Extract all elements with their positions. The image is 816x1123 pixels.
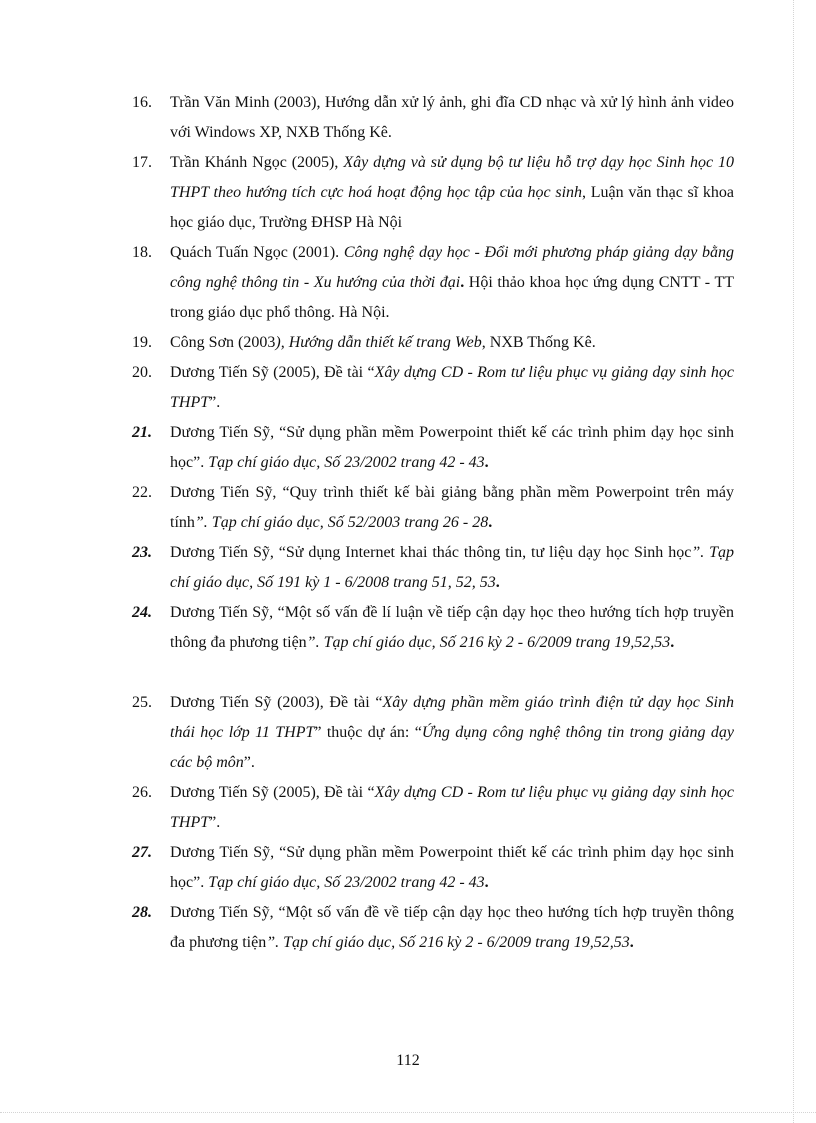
reference-number: 20. [132,364,152,381]
reference-text-segment: . [460,274,465,291]
reference-text-segment: . [629,934,634,951]
reference-text [170,688,734,778]
reference-text [170,148,734,238]
reference-text [170,418,734,478]
reference-text-segment: , Luận văn thạc sĩ khoa học giáo dục, Trường ĐHSP Hà Nội [170,184,735,231]
reference-text-segment: Trần Khánh Ngọc (2005), [170,154,344,171]
reference-text [170,778,734,838]
reference-text-segment: Công nghệ dạy học - Đổi mới phương pháp giảng dạy bằng công nghệ thông tin - Xu hướng của thời đại [170,244,735,291]
reference-text-segment: Dương Tiến Sỹ (2005), Đề tài “ [170,784,375,801]
reference-number: 16. [132,94,152,111]
reference-text-segment: Dương Tiến Sỹ, “Một số vấn đề về tiếp cận dạy học theo hướng tích hợp truyền thông đa phương tiện [170,904,734,951]
reference-text [170,478,734,538]
page-border-bottom [0,1112,816,1113]
reference-number: 27. [132,844,152,861]
reference-number: 19. [132,334,152,351]
reference-text-segment: , NXB Thống Kê. [481,334,596,351]
reference-text [170,88,734,148]
reference-text-segment: Ứng dụng công nghệ thông tin trong giảng dạy các bộ môn [170,724,734,771]
reference-text-segment: ), Hướng dẫn thiết kế trang Web [275,334,482,351]
reference-text-segment: ”. Tạp chí giáo dục, Số 191 kỳ 1 - 6/2008 trang 51, 52, 53 [170,544,735,591]
reference-text-segment: Xây dựng phần mềm giáo trình điện tử dạy học Sinh thái học lớp 11 THPT [170,694,734,741]
reference-text-segment: Quách Tuấn Ngọc (2001). [170,244,344,261]
reference-text-segment: Trần Văn Minh (2003), Hướng dẫn xử lý ảnh, ghi đĩa CD nhạc và xử lý hình ảnh video với Windows XP, NXB Thống Kê. [170,94,734,141]
reference-text-segment: Dương Tiến Sỹ (2003), Đề tài “ [170,694,383,711]
reference-text-segment: Xây dựng CD - Rom tư liệu phục vụ giảng dạy sinh học THPT [170,784,735,831]
reference-text-segment: . [484,874,489,891]
reference-text [170,538,734,598]
reference-number: 28. [132,904,152,921]
reference-text-segment: ”. [209,814,221,831]
reference-text-segment: Dương Tiến Sỹ, “Sử dụng phần mềm Powerpoint thiết kế các trình phim dạy học sinh học”. [170,424,734,471]
reference-number: 21. [132,424,152,441]
page-border-right [793,0,794,1123]
reference-text-segment: Tạp chí giáo dục, Số 23/2002 trang 42 - 43 [208,454,485,471]
reference-text-segment: . [670,634,675,651]
reference-number: 23. [132,544,152,561]
reference-text-segment: . [495,574,500,591]
reference-text [170,328,734,358]
reference-text-segment: Dương Tiến Sỹ, “Quy trình thiết kế bài giảng bằng phần mềm Powerpoint trên máy tính [170,484,734,531]
reference-number: 25. [132,694,152,711]
reference-text [170,358,734,418]
reference-text [170,898,734,958]
reference-number: 24. [132,604,152,621]
reference-text-segment: Dương Tiến Sỹ, “Sử dụng phần mềm Powerpoint thiết kế các trình phim dạy học sinh học”. [170,844,734,891]
reference-text-segment: Công Sơn (2003 [170,334,276,351]
reference-text-segment: ”. [209,394,221,411]
reference-text-segment: Xây dựng CD - Rom tư liệu phục vụ giảng dạy sinh học THPT [170,364,735,411]
page-number: 112 [396,1052,420,1069]
reference-text-segment: Dương Tiến Sỹ, “Sử dụng Internet khai thác thông tin, tư liệu dạy học Sinh học [170,544,692,561]
reference-text-segment: ”. Tạp chí giáo dục, Số 216 kỳ 2 - 6/2009 trang 19,52,53 [306,634,671,651]
reference-number: 17. [132,154,152,171]
reference-number: 18. [132,244,152,261]
reference-text-segment: Hội thảo khoa học ứng dụng CNTT - TT trong giáo dục phổ thông. Hà Nội. [170,274,734,321]
reference-text-segment: ”. Tạp chí giáo dục, Số 52/2003 trang 26 - 28 [194,514,489,531]
reference-text [170,598,734,658]
reference-text-segment: Xây dựng và sử dụng bộ tư liệu hỗ trợ dạy học Sinh học 10 THPT theo hướng tích cực hoá hoạt động học tập của học sinh [170,154,735,201]
reference-text-segment: Dương Tiến Sỹ, “Một số vấn đề lí luận về tiếp cận dạy học theo hướng tích hợp truyền thông đa phương tiện [170,604,734,651]
reference-text-segment: Dương Tiến Sỹ (2005), Đề tài “ [170,364,375,381]
reference-text-segment: Tạp chí giáo dục, Số 23/2002 trang 42 - 43 [208,874,485,891]
reference-text [170,238,734,328]
reference-text-segment: ”. Tạp chí giáo dục, Số 216 kỳ 2 - 6/2009 trang 19,52,53 [266,934,630,951]
reference-text-segment: ”. [243,754,255,771]
reference-number: 22. [132,484,152,501]
reference-text-segment: . [488,514,493,531]
reference-text [170,838,734,898]
reference-number: 26. [132,784,152,801]
reference-text-segment: ” thuộc dự án: “ [314,724,422,741]
reference-text-segment: . [484,454,489,471]
